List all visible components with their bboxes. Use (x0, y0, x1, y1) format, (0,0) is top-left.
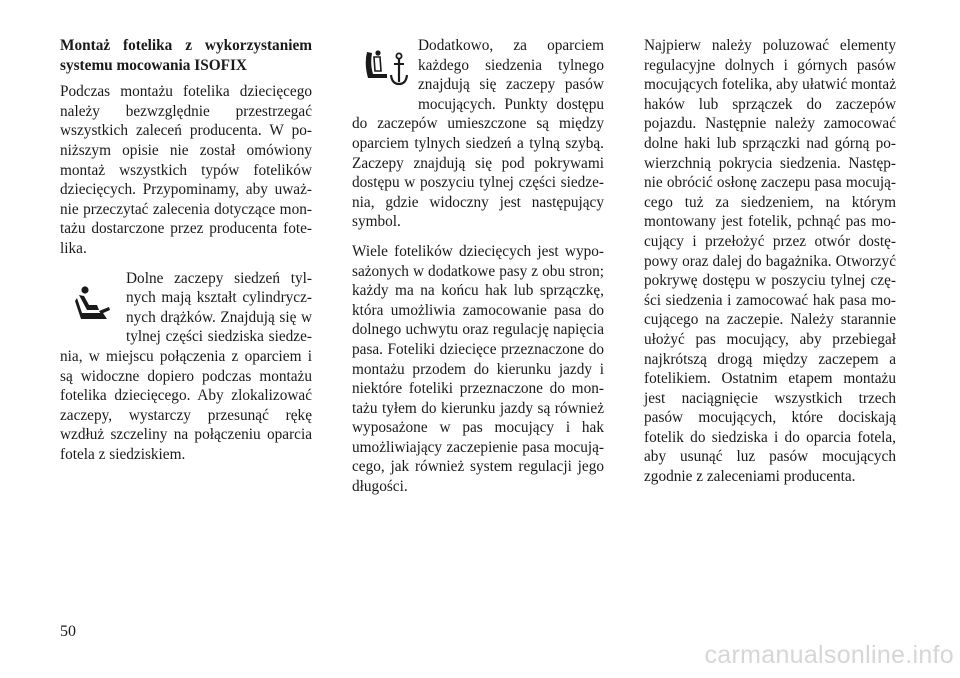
column-right (644, 36, 896, 497)
paragraph-intro: Podczas montażu fotelika dziecięcego należy bezwzględnie przestrzegać wszystkich zaleceń producenta. W poniższym opisie nie został omówiony montaż wszystkich typów fotelików dziecięcych. Przypominamy, aby uważnie przeczytać zalecenia dotyczące montażu dostarczone przez producenta fotelika. (60, 83, 312, 257)
isofix-lower-anchor-icon (60, 269, 126, 339)
paragraph-installation-steps: Najpierw należy poluzować elementy regulacyjne dolnych i górnych pasów mocujących fotelika, aby ułatwić montaż haków lub sprzączek do zaczepów pojazdu. Następnie należy zamocować dolne haki lub sprzączki nad górną powierzchnią pokrycia siedzenia. Następnie obrócić osłonę zaczepu pasa mocującego tuż za siedzeniem, na którym montowany jest fotelik, pchnąć pas mocujący i przełożyć przez otwór dostępowy oraz dalej do bagażnika. Otworzyć pokrywę dostępu w poszyciu tylnej części siedzenia i zamocować hak pasa mocującego na zaczepie. Należy starannie ułożyć pas mocujący, aby przebiegał najkrótszą drogą między zaczepem a fotelikiem. Ostatnim etapem montażu jest naciągnięcie wszystkich trzech pasów mocujących, które dociskają fotelik do siedziska i do oparcia fotela, aby usunąć luz pasów mocujących zgodnie z zaleceniami producenta. (644, 37, 896, 486)
page-number: 50 (60, 623, 76, 640)
paragraph-tether-access: Dodatkowo, za oparciem każdego siedzenia tylnego znajdują się zaczepy pasów mocujących. Punkty dostępu do zaczepów umieszczone są między oparciem tylnych siedzeń a tylną szybą. Zaczepy znajdują się pod pokrywami dostępu w poszyciu tylnej części siedzenia, gdzie widoczny jest następujący symbol. (352, 37, 604, 231)
column-middle (352, 36, 604, 507)
tether-anchor-icon (352, 36, 418, 102)
paragraph-tether-straps: Wiele fotelików dziecięcych jest wyposażonych w dodatkowe pasy z obu stron; każdy ma na końcu hak lub sprzączkę, która umożliwia zamocowanie pasa do dolnego uchwytu oraz regulację napięcia pasa. Foteliki dziecięce przeznaczone do montażu przodem do kierunku jazdy i niektóre foteliki przeznaczone do montażu tyłem do kierunku jazdy są również wyposażone w pas mocujący i hak umożliwiający zaczepienie pasa mocującego, jak również system regulacji jego długości. (352, 242, 604, 496)
paragraph-lower-anchors: Dolne zaczepy siedzeń tylnych mają kształt cylindrycznych drążków. Znajdują się w tylnej części siedziska siedzenia, w miejscu połączenia z oparciem i są widoczne dopiero podczas montażu fotelika dziecięcego. Aby zlokalizować zaczepy, wystarczy przesunąć rękę wzdłuż szczeliny na połączeniu oparcia fotela z siedziskiem. (60, 269, 312, 463)
section-heading: Montaż fotelika z wykorzystaniem systemu mocowania ISOFIX (60, 37, 312, 74)
column-left (60, 36, 312, 474)
watermark: carmanualsonline.info (704, 641, 954, 669)
